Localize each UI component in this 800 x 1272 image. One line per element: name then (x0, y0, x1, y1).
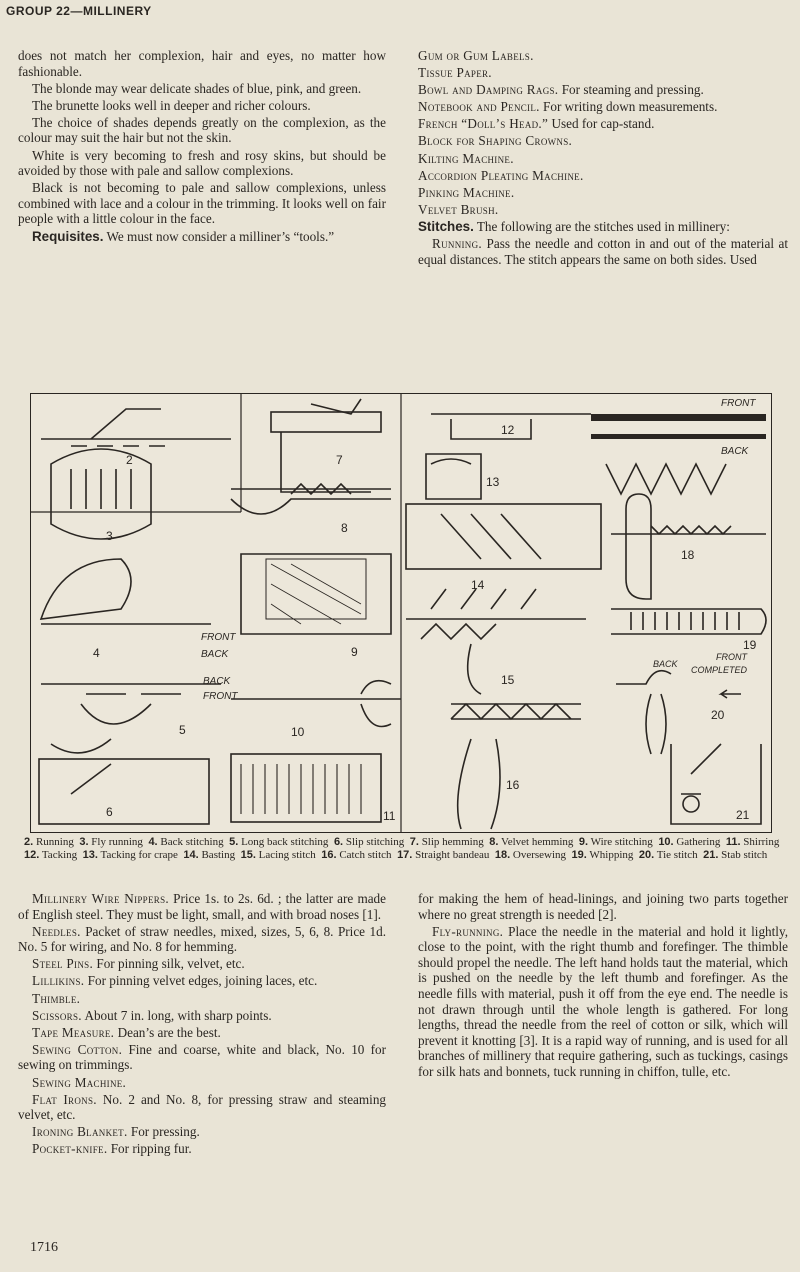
item-term: Needles. (32, 923, 81, 939)
item-desc: Dean’s are the best. (117, 1024, 221, 1040)
caption-item: 19. Whipping (571, 849, 634, 861)
caption-item: 21. Stab stitch (703, 849, 768, 861)
left-column-top (18, 48, 386, 246)
list-item (418, 48, 788, 64)
list-item (18, 1141, 386, 1157)
fig-label: BACK (721, 446, 749, 457)
caption-item: 15. Lacing stitch (240, 849, 316, 861)
stitch-diagrams (31, 394, 771, 832)
caption-item: 6. Slip stitching (333, 836, 405, 848)
caption-item: 3. Fly running (79, 836, 143, 848)
item-desc: Pass the needle and cotton in and out of the material at equal distances. The stitch appears the same on both sides. Used (418, 236, 788, 267)
diagram-whipping (611, 609, 766, 652)
item-term: Running. (432, 236, 482, 252)
list-item (418, 82, 788, 98)
caption-item: 2. Running (24, 836, 74, 848)
fig-label: 21 (736, 808, 750, 822)
item-term: Accordion Pleating Machine. (418, 167, 584, 183)
diagram-gathering (231, 681, 401, 739)
list-item (18, 1008, 386, 1024)
diagram-basting (406, 504, 601, 592)
item-term: Tissue Paper. (418, 65, 492, 81)
item-term: Sewing Cotton. (32, 1041, 123, 1057)
fig-label: 19 (743, 638, 757, 652)
fig-label: 14 (471, 578, 485, 592)
list-item (418, 151, 788, 167)
diagram-running (41, 409, 231, 467)
requisites-text: We must now consider a milliner’s “tools.” (106, 228, 335, 244)
diagram-front-back-bands (591, 398, 766, 457)
list-item (18, 1075, 386, 1091)
running-head: GROUP 22—MILLINERY (6, 4, 152, 18)
page-number: 1716 (30, 1240, 58, 1255)
item-term: French “Doll’s Head.” (418, 116, 549, 132)
paragraph: for making the hem of head-linings, and joining two parts together where no great strength is needed [2]. (418, 891, 788, 922)
fig-label: 9 (351, 645, 358, 659)
item-term: Pocket-knife. (32, 1141, 108, 1157)
diagram-back-stitching (41, 559, 236, 660)
item-desc: No. 2 and No. 8, for pressing straw and steaming velvet, etc. (18, 1091, 387, 1123)
item-term: Scissors. (32, 1007, 82, 1023)
requisites-paragraph (18, 229, 386, 245)
caption-item: 14. Basting (183, 849, 236, 861)
right-column-bottom (418, 891, 788, 1081)
list-item (418, 185, 788, 201)
stitches-paragraph (418, 219, 788, 235)
item-term: Pinking Machine. (418, 184, 515, 200)
diagram-tacking (431, 414, 591, 439)
paragraph: The choice of shades depends greatly on the complexion, as the colour may suit the hair but not the skin. (18, 114, 386, 146)
list-item (18, 1124, 386, 1140)
paragraph: The blonde may wear delicate shades of blue, pink, and green. (32, 80, 362, 96)
stitches-figure (30, 393, 772, 833)
diagram-catch-stitch (451, 704, 581, 829)
item-desc: About 7 in. long, with sharp points. (84, 1007, 272, 1023)
caption-item: 5. Long back stitching (229, 836, 329, 848)
list-item (418, 202, 788, 218)
fig-label: 4 (93, 646, 100, 660)
fig-label: 20 (711, 708, 725, 722)
caption-item: 17. Straight bandeau (397, 849, 490, 861)
item-desc: For pressing. (130, 1124, 200, 1140)
fig-label: FRONT (201, 632, 236, 643)
fig-label: FRONT (721, 398, 756, 409)
caption-item: 11. Shirring (725, 836, 780, 848)
fig-label: 12 (501, 423, 515, 437)
fig-label: BACK (203, 676, 231, 687)
item-term: Sewing Machine. (32, 1074, 127, 1090)
caption-item: 9. Wire stitching (578, 836, 653, 848)
running-paragraph (418, 236, 788, 267)
caption-item: 18. Oversewing (494, 849, 567, 861)
paragraph: does not match her complexion, hair and eyes, no matter how fashionable. (18, 48, 386, 79)
fig-label: 16 (506, 778, 520, 792)
diagram-long-back-stitching (41, 676, 238, 737)
paragraph: White is very becoming to fresh and rosy skins, but should be avoided by those with pale and sallow complexions. (18, 147, 386, 179)
item-term: Thimble. (32, 990, 81, 1006)
list-item (418, 116, 788, 132)
fig-label: 7 (336, 453, 343, 467)
item-desc: For pinning silk, velvet, etc. (96, 956, 245, 972)
caption-item: 13. Tacking for crape (82, 849, 178, 861)
item-term: Kilting Machine. (418, 150, 514, 166)
item-term: Gum or Gum Labels. (418, 48, 534, 63)
list-item (18, 991, 386, 1007)
diagram-stab-stitch (671, 744, 761, 824)
item-desc: For steaming and pressing. (561, 82, 704, 98)
fig-label: 8 (341, 521, 348, 535)
caption-item: 4. Back stitching (148, 836, 224, 848)
list-item (18, 924, 386, 955)
item-desc: For pinning velvet edges, joining laces, etc. (87, 973, 318, 989)
diagram-lacing-stitch (406, 589, 586, 694)
item-term: Ironing Blanket. (32, 1124, 128, 1140)
diagram-oversewing (611, 494, 766, 599)
item-desc: Used for cap-stand. (551, 116, 655, 132)
caption-item: 8. Velvet hemming (489, 836, 574, 848)
diagram-wire-stitching (241, 554, 391, 659)
right-column-top (418, 48, 788, 269)
fig-label: 18 (681, 548, 695, 562)
caption-item: 12. Tacking (24, 849, 78, 861)
diagram-slip-hemming (271, 399, 381, 492)
item-term: Millinery Wire Nippers. (32, 891, 169, 906)
item-desc: Fine and coarse, white and black, No. 10 for sewing on trimmings. (18, 1041, 386, 1073)
list-item (418, 133, 788, 149)
diagram-tie-stitch (616, 652, 748, 754)
item-term: Notebook and Pencil. (418, 99, 540, 115)
list-item (418, 65, 788, 81)
diagram-tacking-for-crape (426, 454, 500, 499)
diagram-straight-bandeau (606, 464, 726, 494)
caption-item: 20. Tie stitch (638, 849, 698, 861)
list-item (18, 973, 386, 989)
left-column-bottom (18, 891, 386, 1159)
item-term: Tape Measure. (32, 1024, 115, 1040)
fig-label: 5 (179, 723, 186, 737)
item-term: Steel Pins. (32, 956, 94, 972)
list-item (18, 891, 386, 922)
paragraph: Black is not becoming to pale and sallow complexions, unless combined with lace and a colour in the trimming. It looks well on fair people with a little colour in the face. (18, 180, 386, 227)
fig-label: 10 (291, 725, 305, 739)
requisites-heading: Requisites. (32, 228, 104, 244)
item-term: Fly-running. (432, 923, 504, 939)
stitches-text: The following are the stitches used in millinery: (476, 218, 730, 234)
fig-label: 15 (501, 673, 515, 687)
fig-label: 2 (126, 453, 133, 467)
fig-label: 6 (106, 805, 113, 819)
fig-label: 11 (383, 809, 396, 823)
item-term: Velvet Brush. (418, 201, 499, 217)
diagram-fly-running (51, 449, 151, 543)
list-item (418, 168, 788, 184)
fly-running-paragraph (418, 924, 788, 1080)
list-item (18, 1042, 386, 1073)
caption-item: 7. Slip hemming (409, 836, 484, 848)
diagram-shirring (231, 754, 396, 823)
item-term: Block for Shaping Crowns. (418, 133, 573, 149)
item-term: Lillikins. (32, 973, 85, 989)
figure-caption (24, 836, 784, 862)
paragraph: The brunette looks well in deeper and richer colours. (32, 97, 311, 113)
fig-label: FRONT (716, 652, 747, 662)
item-term: Bowl and Damping Rags. (418, 82, 559, 98)
fig-label: 3 (106, 529, 113, 543)
list-item (18, 1025, 386, 1041)
item-desc: For ripping fur. (110, 1141, 192, 1157)
caption-item: 16. Catch stitch (321, 849, 392, 861)
item-desc: Price 1s. to 2s. 6d. ; the latter are made of English steel. They must be light, small, and with broad noses [1]. (18, 891, 387, 922)
item-desc: Packet of straw needles, mixed, sizes, 5, 6, 8. Price 1d. No. 5 for wiring, and No. 8 for hemming. (18, 923, 387, 955)
fig-label: FRONT (203, 691, 238, 702)
item-desc: Place the needle in the material and hold it lightly, close to the point, with the right thumb and forefinger. The thimble should propel the needle. The left hand holds taut the material, which is pushed on the needle by the left thumb and forefinger. As the needle fills with material, push it off from the eye end. The needle is not drawn through until the whole length is gathered. For long lengths, thread the needle from the reel of cotton or silk, which will prevent it knotting [3]. It is a rapid way of running, and is used for all branches of millinery that require gathering, such as tuckings, casings for silk hats and bonnets, tuck running in chiffon, tulle, etc. (418, 923, 789, 1080)
item-desc: For writing down measurements. (543, 99, 718, 115)
list-item (18, 1092, 386, 1123)
list-item (18, 956, 386, 972)
fig-label: BACK (653, 659, 678, 669)
fig-label: 13 (486, 475, 500, 489)
item-term: Flat Irons. (32, 1091, 97, 1107)
fig-label: COMPLETED (691, 665, 748, 675)
diagram-slip-stitching (39, 739, 209, 824)
stitches-heading: Stitches. (418, 218, 474, 234)
list-item (418, 99, 788, 115)
fig-label: BACK (201, 649, 229, 660)
caption-item: 10. Gathering (658, 836, 721, 848)
